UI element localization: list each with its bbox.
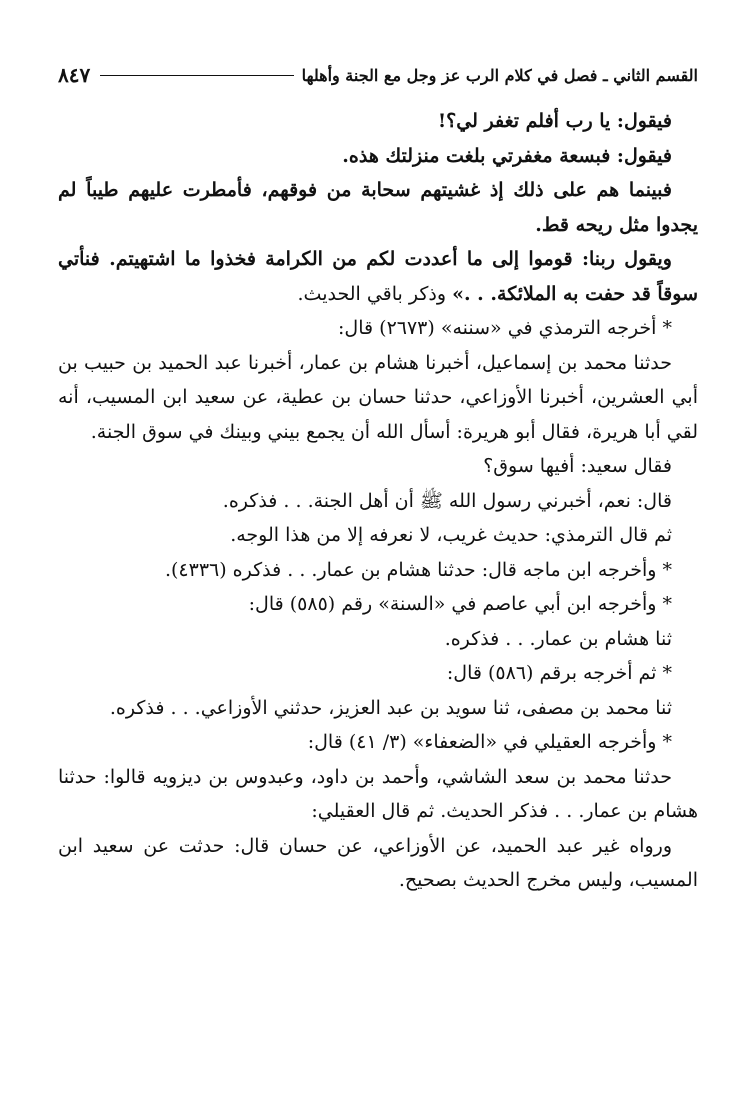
page-number: ٨٤٧ — [58, 63, 91, 87]
paragraph: * أخرجه الترمذي في «سننه» (٢٦٧٣) قال: — [338, 317, 672, 339]
paragraph: فبينما هم على ذلك إذ غشيتهم سحابة من فوقهم، فأمطرت عليهم طيباً لم يجدوا مثل ريحه قط. — [58, 179, 698, 236]
paragraph: ثم قال الترمذي: حديث غريب، لا نعرفه إلا من هذا الوجه. — [230, 524, 672, 546]
paragraph-normal-part: وذكر باقي الحديث. — [297, 282, 453, 305]
paragraph: حدثنا محمد بن إسماعيل، أخبرنا هشام بن عمار، أخبرنا عبد الحميد بن حبيب بن أبي العشرين، أخبرنا الأوزاعي، حدثنا حسان بن عطية، عن سعيد ابن المسيب، أنه لقي أبا هريرة، فقال أبو هريرة: أسأل الله أن يجمع بيني وبينك في سوق الجنة. — [58, 351, 698, 443]
paragraph: حدثنا محمد بن سعد الشاشي، وأحمد بن داود، وعبدوس بن ديزويه قالوا: حدثنا هشام بن عمار. . . فذكر الحديث. ثم قال العقيلي: — [58, 765, 698, 822]
paragraph: فقال سعيد: أفيها سوق؟ — [483, 455, 672, 477]
paragraph: * ثم أخرجه برقم (٥٨٦) قال: — [446, 662, 672, 684]
body-text — [58, 104, 698, 898]
page-header — [58, 58, 698, 92]
paragraph: * وأخرجه ابن أبي عاصم في «السنة» رقم (٥٨٥) قال: — [248, 593, 672, 615]
paragraph: * وأخرجه العقيلي في «الضعفاء» (٣/ ٤١) قال: — [307, 731, 672, 753]
paragraph: ثنا هشام بن عمار. . . فذكره. — [444, 627, 672, 650]
paragraph: فيقول: فبسعة مغفرتي بلغت منزلتك هذه. — [342, 144, 672, 167]
paragraph-bold-part: ويقول ربنا: قوموا إلى ما أعددت لكم من الكرامة فخذوا ما اشتهيتم. فنأتي سوقاً قد حفت به الملائكة. . .» — [58, 248, 698, 305]
paragraph — [58, 242, 698, 311]
header-rule — [100, 75, 293, 76]
book-page — [58, 58, 698, 898]
paragraph: ثنا محمد بن مصفى، ثنا سويد بن عبد العزيز، حدثني الأوزاعي. . . فذكره. — [109, 696, 672, 719]
running-title: القسم الثاني ـ فصل في كلام الرب عز وجل مع الجنة وأهلها — [301, 65, 698, 85]
paragraph: فيقول: يا رب أفلم تغفر لي؟! — [437, 110, 672, 132]
paragraph: * وأخرجه ابن ماجه قال: حدثنا هشام بن عمار. . . فذكره (٤٣٣٦). — [164, 558, 672, 581]
paragraph: قال: نعم، أخبرني رسول الله ﷺ أن أهل الجنة. . . فذكره. — [222, 489, 672, 512]
paragraph: ورواه غير عبد الحميد، عن الأوزاعي، عن حسان قال: حدثت عن سعيد ابن المسيب، وليس مخرج الحديث بصحيح. — [58, 834, 698, 891]
